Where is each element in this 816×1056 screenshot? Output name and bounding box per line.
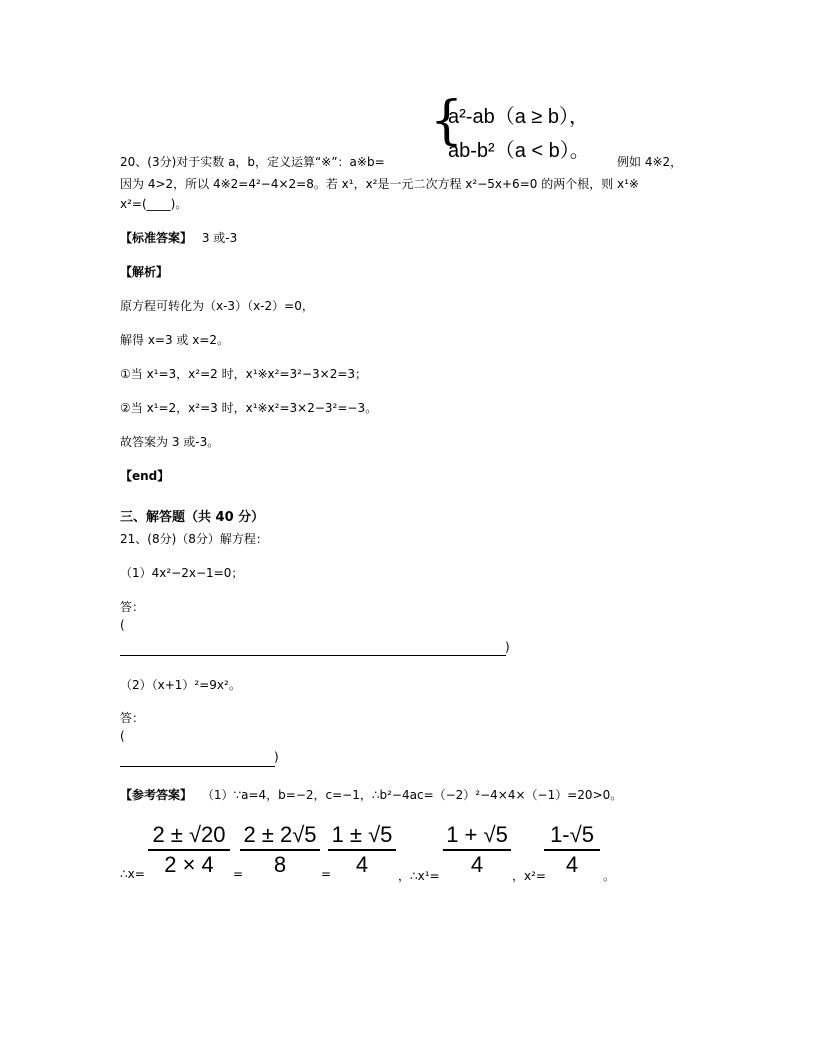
- standard-answer-label: 【标准答案】: [120, 231, 193, 245]
- q21-part-1: （1）4x²−2x−1=0；: [120, 566, 244, 580]
- open-paren-2: (: [120, 729, 125, 743]
- fraction-1-denominator: 2 × 4: [164, 851, 214, 877]
- fraction-2-bar: [240, 849, 320, 851]
- fraction-3-denominator: 4: [355, 851, 369, 877]
- analysis-step-1: 原方程可转化为（x-3）（x-2）=0，: [120, 299, 314, 313]
- analysis-step-5: 故答案为 3 或-3。: [120, 435, 220, 449]
- fraction-2-denominator: 8: [273, 851, 287, 877]
- standard-answer: [120, 229, 237, 246]
- open-paren-1: (: [120, 618, 125, 632]
- equals-1: =: [233, 867, 244, 881]
- analysis-step-2: 解得 x=3 或 x=2。: [120, 333, 230, 347]
- answer-label-1: 答：: [120, 600, 145, 614]
- piecewise-brace: {: [430, 91, 464, 151]
- fraction-1-numerator: 2 ± √20: [152, 822, 226, 847]
- answer-blank-2[interactable]: [120, 766, 275, 767]
- therefore-x1: ，∴x¹=: [398, 869, 440, 883]
- reference-answer-label: 【参考答案】: [120, 788, 193, 802]
- reference-answer: [120, 786, 622, 803]
- fraction-5-bar: [544, 849, 600, 851]
- equals-2: =: [321, 867, 332, 881]
- answer-blank-1[interactable]: [120, 655, 506, 656]
- analysis-label: 【解析】: [120, 265, 169, 279]
- fraction-1-bar: [148, 849, 230, 851]
- piecewise-case-2: ab-b²（a < b）。: [448, 140, 590, 162]
- fraction-4: [443, 822, 511, 878]
- close-paren-2: ): [274, 750, 279, 764]
- end-label: 【end】: [120, 469, 170, 483]
- standard-answer-value: 3 或-3: [201, 231, 238, 245]
- fraction-4-bar: [443, 849, 511, 851]
- q21-part-2: （2）（x+1）²=9x²。: [120, 678, 241, 692]
- fraction-5: [544, 822, 600, 878]
- therefore-x: ∴x=: [120, 867, 145, 881]
- answer-label-2: 答：: [120, 711, 145, 725]
- q20-line-1-prefix: 20、(3分)对于实数 a，b，定义运算“※”：a※b=: [120, 155, 385, 169]
- section-title: 三、解答题（共 40 分）: [120, 510, 265, 525]
- fraction-4-numerator: 1 + √5: [446, 822, 508, 847]
- q20-line-1-suffix: 例如 4※2，: [617, 155, 683, 169]
- reference-answer-text: （1）∵a=4，b=−2，c=−1，∴b²−4ac=（−2）²−4×4×（−1）=20>0。: [201, 788, 623, 802]
- fraction-3: [328, 822, 396, 878]
- close-paren-1: ): [505, 640, 510, 654]
- analysis-step-4: ②当 x¹=2，x²=3 时，x¹※x²=3×2−3²=−3。: [120, 401, 378, 415]
- fraction-5-numerator: 1-√5: [550, 822, 594, 847]
- fraction-2: [240, 822, 320, 878]
- fraction-1: [148, 822, 230, 878]
- q20-line-2: 因为 4>2，所以 4※2=4²−4×2=8。若 x¹，x²是一元二次方程 x²−5x+6=0 的两个根，则 x¹※: [120, 177, 639, 191]
- fraction-3-numerator: 1 ± √5: [331, 822, 393, 847]
- analysis-step-3: ①当 x¹=3，x²=2 时，x¹※x²=3²−3×2=3；: [120, 367, 368, 381]
- q21-stem: 21、(8分)（8分）解方程：: [120, 532, 268, 546]
- fraction-2-numerator: 2 ± 2√5: [243, 822, 317, 847]
- fraction-3-bar: [328, 849, 396, 851]
- x2-label: ，x²=: [512, 869, 546, 883]
- final-period: 。: [603, 869, 616, 883]
- q20-line-3: x²=(____)。: [120, 197, 188, 211]
- fraction-4-denominator: 4: [470, 851, 484, 877]
- fraction-5-denominator: 4: [565, 851, 579, 877]
- piecewise-case-1: a²-ab（a ≥ b），: [448, 106, 590, 128]
